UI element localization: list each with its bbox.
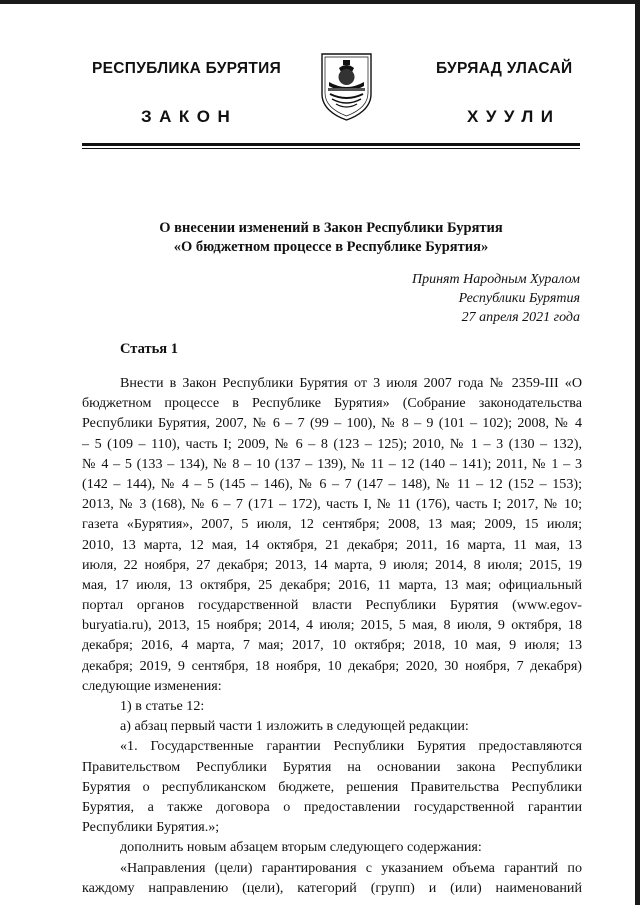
law-title-line-2: «О бюджетном процессе в Республике Бурятия» bbox=[173, 239, 489, 255]
text-line: июля, 22 ноября, 27 декабря; 2013, 14 марта, 9 июля; 2014, 8 июля; 2015, 19 bbox=[82, 556, 582, 573]
header-rule-thin bbox=[82, 148, 580, 149]
adopted-date: 27 апреля 2021 года bbox=[461, 310, 580, 325]
header-rule bbox=[82, 143, 580, 146]
scan-top-edge bbox=[0, 0, 640, 4]
header-republic-bua: БУРЯАД УЛАСАЙ bbox=[436, 60, 573, 77]
adopted-note-line-2: Республики Бурятия bbox=[458, 291, 580, 306]
buryatia-coat-of-arms-icon bbox=[320, 52, 373, 122]
scan-right-edge bbox=[635, 0, 640, 905]
article-body bbox=[82, 373, 582, 898]
text-line: № 4 – 5 (133 – 134), № 8 – 10 (137 – 139), № 11 – 12 (140 – 141); 2011, № 1 – 3 bbox=[82, 455, 582, 472]
text-line: декабря; 2016, 4 марта, 7 мая; 2017, 10 октября; 2018, 10 мая, 9 июля; 13 bbox=[82, 637, 582, 654]
text-line: 2010, 13 марта, 12 мая, 14 октября, 21 декабря; 2011, 16 марта, 11 мая, 13 bbox=[82, 536, 582, 553]
text-line: 2013, № 3 (168), № 6 – 7 (171 – 172), часть I, № 11 (176), часть I; 2017, № 10; bbox=[82, 496, 582, 513]
text-line: «Направления (цели) гарантирования с указанием объема гарантий по bbox=[120, 859, 582, 876]
text-line: (142 – 144), № 4 – 5 (145 – 146), № 6 – 7 (147 – 148), № 11 – 12 (152 – 153); bbox=[82, 475, 582, 492]
text-line: «1. Государственные гарантии Республики Бурятия предоставляются bbox=[120, 738, 582, 755]
header-law-bua: ХУУЛИ bbox=[467, 107, 561, 126]
article-title: Статья 1 bbox=[120, 341, 178, 357]
text-line: дополнить новым абзацем вторым следующего содержания: bbox=[120, 839, 482, 856]
text-line: 1) в статье 12: bbox=[120, 698, 205, 714]
text-line: бюджетном процессе в Республике Бурятия» (Собрание законодательства bbox=[82, 395, 582, 412]
text-line: buryatia.ru), 2013, 15 ноября; 2014, 4 июля; 2015, 5 мая, 8 июля, 9 октября, 18 bbox=[82, 617, 582, 634]
text-line: декабря; 2019, 9 сентября, 18 ноября, 10 декабря; 2020, 30 ноября, 7 декабря) bbox=[82, 657, 582, 674]
text-line: Правительством Республики Бурятия на основании закона Республики bbox=[82, 758, 582, 775]
law-title-line-1: О внесении изменений в Закон Республики Бурятия bbox=[159, 220, 503, 236]
text-line: Бурятия о республиканском бюджете, решения Правительства Республики bbox=[82, 778, 582, 795]
text-line: портал органов государственной власти Республики Бурятия (www.egov- bbox=[82, 597, 582, 614]
text-line: Республики Бурятия.»; bbox=[82, 819, 220, 836]
text-line: мая, 17 июля, 13 октября, 25 декабря; 2016, 11 марта, 13 мая; официальный bbox=[82, 576, 582, 593]
text-line: Внести в Закон Республики Бурятия от 3 июля 2007 года № 2359-III «О bbox=[120, 375, 582, 391]
text-line: – 5 (109 – 110), часть I; 2009, № 6 – 8 (123 – 125); 2010, № 1 – 3 (130 – 132), bbox=[82, 435, 582, 452]
text-line: газета «Бурятия», 2007, 5 июля, 12 сентября; 2008, 13 мая; 2009, 15 июля; bbox=[82, 516, 582, 533]
adopted-note-line-1: Принят Народным Хуралом bbox=[411, 272, 580, 287]
text-line: а) абзац первый части 1 изложить в следующей редакции: bbox=[120, 718, 469, 735]
text-line: Республики Бурятия, 2007, № 6 – 7 (99 – 100), № 8 – 9 (101 – 102); 2008, № 4 bbox=[82, 415, 582, 432]
header-law-ru: ЗАКОН bbox=[141, 107, 238, 126]
text-line: следующие изменения: bbox=[82, 677, 222, 694]
text-line: каждому направлению (цели), категорий (групп) и (или) наименований bbox=[82, 879, 582, 896]
text-line: Бурятия, а также договора о предоставлении государственной гарантии bbox=[82, 798, 582, 815]
header-republic-ru: РЕСПУБЛИКА БУРЯТИЯ bbox=[92, 60, 282, 77]
